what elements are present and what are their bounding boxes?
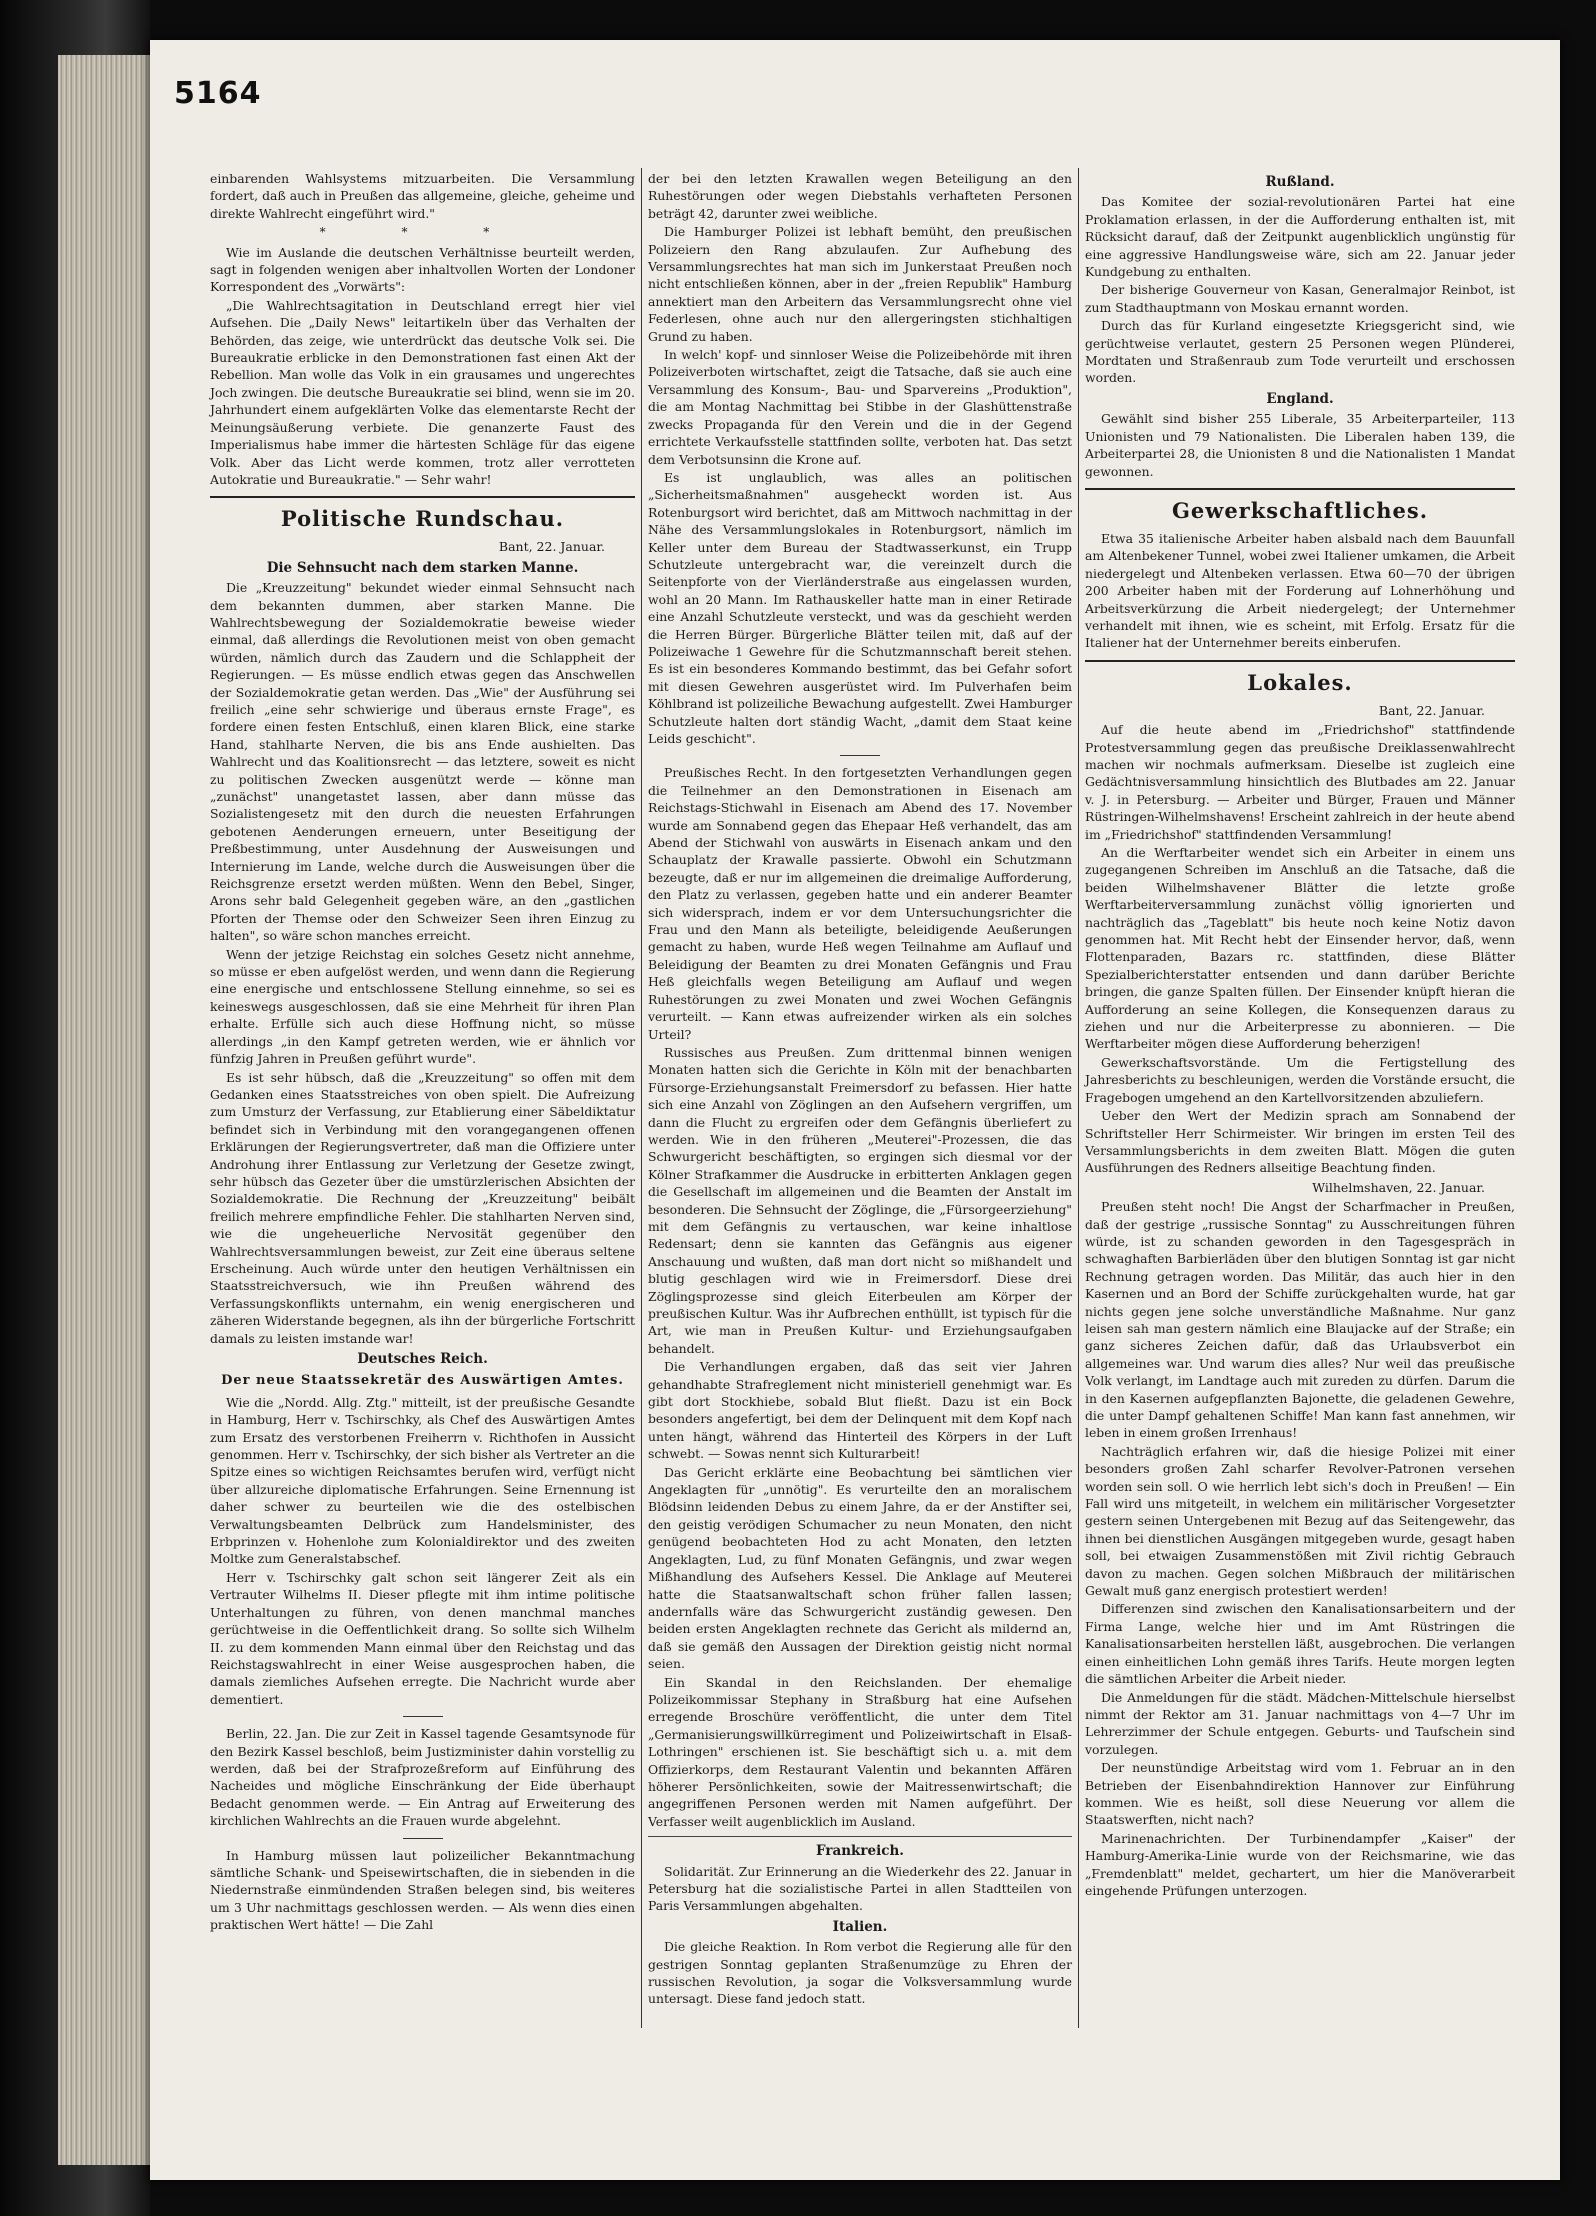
section-rule (1085, 660, 1515, 662)
article-title: Der neue Staatssekretär des Auswärtigen Amtes. (221, 1373, 624, 1389)
paragraph: der bei den letzten Krawallen wegen Beteiligung an den Ruhestörungen oder wegen Diebstahls verhafteten Personen beträgt 42, darunter zwei weibliche. (648, 171, 1072, 221)
paragraph: Preußen steht noch! Die Angst der Scharfmacher in Preußen, daß der gestrige „russische Sonntag" zu Ausschreitungen führen würde, ist zu schanden geworden in den Tagesgespräch in schwaghaften Barbierläden über den blutigen Sonntag ist gar nicht Rechnung getragen worden. Das Militär, das auch hier in den Kasernen und an Bord der Schiffe zurückgehalten wurde, hat gar nichts gegen jene solche unverständliche Maßnahme. Nur ganz leisen sah man gestern nämlich eine Blaujacke auf der Straße; ein ganz sicheres Zeichen dafür, daß das Urlaubsverbot ein allgemeines war. Und warum dies alles? Nur weil das preußische Volk verlangt, im Landtage auch mit zureden zu dürfen. Darum die in den Kasernen aufgepflanzten Bajonette, die geladenen Gewehre, die unter Dampf gehaltenen Schiffe! Man kann fast annehmen, wir leben in einem großen Irrenhaus! (1085, 1199, 1515, 1441)
separator (403, 1716, 443, 1717)
paragraph: Russisches aus Preußen. Zum drittenmal binnen wenigen Monaten hatten sich die Gerichte in Köln mit der benachbarten Fürsorge-Erziehungsanstalt Freimersdorf zu befassen. Hier hatte sich eine Anzahl von Zöglingen an den Aufsehern vergriffen, um dann die Flucht zu ergreifen oder dem Gefängnis überliefert zu werden. Wie in den früheren „Meuterei"-Prozessen, die das Schwurgericht beschäftigten, so ergingen sich diesmal vor der Kölner Strafkammer die Ausdrucke in erbitterten Anklagen gegen die Gesellschaft im allgemeinen und die Beamten der Anstalt im besonderen. Die Sehnsucht der Zöglinge, die „Fürsorgeerziehung" mit dem Gefängnis zu vertauschen, war keine inhaltlose Redensart; denn sie kannten das Gefängnis aus eigener Anschauung und wußten, daß man dort nicht so mißhandelt und blutig geschlagen wird wie in Freimersdorf. Diese drei Zöglingsprozesse sind gleich Eiterbeulen am Körper der preußischen Kultur. Was ihr Aufbrechen enthüllt, ist typisch für die Art, wie man in Preußen Kultur- und Erziehungsaufgaben behandelt. (648, 1044, 1072, 1356)
dateline: Wilhelmshaven, 22. Januar. (1312, 1179, 1485, 1195)
paragraph: Wie im Auslande die deutschen Verhältnisse beurteilt werden, sagt in folgenden wenigen aber inhaltvollen Worten der Londoner Korrespondent des „Vorwärts": (210, 244, 635, 295)
section-title: Gewerkschaftliches. (1171, 497, 1429, 523)
paragraph: Ueber den Wert der Medizin sprach am Sonnabend der Schriftsteller Herr Schirmeister. Wir bringen im ersten Teil des Versammlungsberichts in dem zweiten Blatt. Mögen die guten Ausführungen des Redners allseitige Beachtung finden. (1085, 1108, 1515, 1176)
paragraph: Solidarität. Zur Erinnerung an die Wiederkehr des 22. Januar in Petersburg hat die sozialistische Partei in allen Stadtteilen von Paris Versammlungen abgehalten. (648, 1863, 1072, 1914)
paragraph: In welch' kopf- und sinnloser Weise die Polizeibehörde mit ihren Polizeiverboten wirtschaftet, zeigt die Tatsache, daß sie auch eine Versammlung des Konsum-, Bau- und Sparvereins „Produktion", die am Montag Nachmittag bei Stibbe in der Glashüttenstraße zwecks Propaganda für den Verein und die in der Gegend errichtete Verkaufsstelle stattfinden sollte, verboten hat. Das setzt dem Verbotsunsinn die Krone auf. (648, 347, 1072, 467)
dateline: Bant, 22. Januar. (1378, 702, 1485, 718)
separator (840, 755, 880, 756)
dateline: Bant, 22. Januar. (498, 539, 605, 555)
paragraph: Die Verhandlungen ergaben, daß das seit vier Jahren gehandhabte Strafreglement nicht ministeriell genehmigt war. Es gibt dort Stockhiebe, sobald Blut fließt. Dazu ist ein Bock besonders angefertigt, bei dem der Delinquent mit dem Kopf nach unten hängt, während das Hinterteil des Körpers in der Luft schwebt. — Sowas nennt sich Kulturarbeit! (648, 1359, 1072, 1462)
paragraph: Das Komitee der sozial-revolutionären Partei hat eine Proklamation erlassen, in der die Aufforderung enthalten ist, mit Rücksicht darauf, daß der Zeitpunkt augenblicklich ungünstig für eine aggressive Handlungsweise wäre, sich am 22. Januar jeder Kundgebung zu enthalten. (1085, 194, 1515, 280)
article-title: Die Sehnsucht nach dem starken Manne. (266, 559, 579, 576)
column-divider (1078, 168, 1079, 2028)
paragraph: Gewählt sind bisher 255 Liberale, 35 Arbeiterparteiler, 113 Unionisten und 79 Nationalisten. Die Liberalen haben 139, die Arbeiterpartei 28, die Unionisten 8 und die Nationalisten 1 Mandat gewonnen. (1085, 411, 1515, 479)
page-number: 5164 (174, 76, 262, 111)
paragraph: Durch das für Kurland eingesetzte Kriegsgericht sind, wie gerüchtweise verlautet, gestern 25 Personen wegen Plünderei, Mordtaten und Straßenraub zum Tode verurteilt und erschossen worden. (1085, 318, 1515, 386)
paragraph: Die „Kreuzzeitung" bekundet wieder einmal Sehnsucht nach dem bekannten dummen, aber starken Manne. Die Wahlrechtsbewegung der Sozialdemokratie beweise wieder einmal, daß allerdings die Revolutionen meist von oben gemacht würden, nämlich durch das Zaudern und die Schlappheit der Regierungen. — Es müsse endlich etwas gegen das Anschwellen der Sozialdemokratie getan werden. Das „Wie" der Ausführung sei freilich „eine sehr schwierige und überaus ernste Frage", es fordere einen festen Entschluß, einen klaren Blick, eine starke Hand, stahlharte Nerven, die bis ans Ende aushielten. Das Wahlrecht und das Koalitionsrecht — das letztere, soweit es nicht zu politischen Zwecken ausgenützt werde — könne man „zunächst" unangetastet lassen, aber dann müsse das Sozialistengesetz mit den durch die neuesten Erfahrungen gebotenen Aenderungen erneuern, unter Beseitigung der Preßbestimmung, unter Ausdehnung der Ausweisungen und Internierung im Lande, welche durch die Ausweisungen über die Reichsgrenze ersetzt werden müßten. Wenn den Bebel, Singer, Arons sehr bald Gelegenheit gegeben wäre, an den „gastlichen Pforten der Themse oder den Schweizer Seen ihren Einzug zu halten", so wäre schon manches erreicht. (210, 580, 635, 944)
paragraph: An die Werftarbeiter wendet sich ein Arbeiter in einem uns zugegangenen Schreiben im Anschluß an die Tatsache, daß die beiden Wilhelmshavener Blätter die letzte große Werftarbeiterversammlung zunächst völlig ignorierten und nachträglich das „Tageblatt" bis heute noch keine Notiz davon genommen hat. Mit Recht hebt der Einsender hervor, daß, wenn Flottenparaden, Bazars rc. stattfinden, diese Blätter Spezialberichterstatter entsenden und dann darüber Berichte bringen, die ganze Spalten füllen. Der Einsender knüpft hieran die Aufforderung an seine Kollegen, die Konsequenzen daraus zu ziehen und nur die Arbeiterpresse zu abonnieren. — Die Werftarbeiter mögen diese Aufforderung beherzigen! (1085, 845, 1515, 1052)
section-title: Deutsches Reich. (357, 1351, 488, 1367)
column-3 (1085, 170, 1515, 1900)
paragraph: Die Anmeldungen für die städt. Mädchen-Mittelschule hierselbst nimmt der Rektor am 31. Januar nachmittags von 4—7 Uhr im Lehrerzimmer der Schule entgegen. Geburts- und Taufschein sind vorzulegen. (1085, 1689, 1515, 1757)
paragraph: Etwa 35 italienische Arbeiter haben alsbald nach dem Bauunfall am Altenbekener Tunnel, wobei zwei Italiener umkamen, die Arbeit niedergelegt und Altenbeken verlassen. Etwa 60—70 der übrigen 200 Arbeiter haben mit der Forderung auf Lohnerhöhung und Arbeitsverkürzung die Arbeit niedergelegt; der Unternehmer verhandelt mit ihnen, wie es scheint, mit Erfolg. Ersatz für die Italiener hat der Unternehmer bereits einberufen. (1085, 530, 1515, 651)
paragraph: Die gleiche Reaktion. In Rom verbot die Regierung alle für den gestrigen Sonntag geplanten Straßenumzüge zu Ehren der russischen Revolution, ja sogar die Volksversammlung wurde untersagt. Diese fand jedoch statt. (648, 1939, 1072, 2007)
newspaper-page (150, 40, 1560, 2180)
paragraph: Auf die heute abend im „Friedrichshof" stattfindende Protestversammlung gegen das preußische Dreiklassenwahlrecht machen wir nochmals aufmerksam. Dieselbe ist zugleich eine Gedächtnisversammlung hinsichtlich des Blutbades am 22. Januar v. J. in Petersburg. — Arbeiter und Bürger, Frauen und Männer Rüstringen-Wilhelmshavens! Erscheint zahlreich in der heute abend im „Friedrichshof" stattfindenden Versammlung! (1085, 722, 1515, 842)
paragraph: Der bisherige Gouverneur von Kasan, Generalmajor Reinbot, ist zum Stadthauptmann von Moskau ernannt worden. (1085, 282, 1515, 315)
section-title: Frankreich. (816, 1843, 904, 1860)
section-rule (210, 496, 635, 498)
section-title: England. (1266, 390, 1334, 407)
section-rule (1085, 488, 1515, 490)
paragraph: Es ist sehr hübsch, daß die „Kreuzzeitung" so offen mit dem Gedanken eines Staatsstreiches von oben spielt. Die Aufreizung zum Umsturz der Verfassung, zur Etablierung einer Säbeldiktatur befindet sich in Verbindung mit den vorangegangenen offenen Erklärungen der Regierungsvertreter, daß man die Offiziere unter Androhung ihrer Entlassung zur Verletzung der Gesetze zwingt, sehr hübsch das Gezeter über die umstürzlerischen Absichten der Sozialdemokratie. Die Rechnung der „Kreuzzeitung" beibält freilich mehrere empfindliche Fehler. Die stahlharten Nerven sind, wie die ungeheuerliche Nervosität gegenüber den Wahlrechtsversammlungen beweist, zur Zeit eine überaus seltene Erscheinung. Auch würde unter den heutigen Verhältnissen ein Staatsstreichversuch, wie ihn Preußen während des Verfassungskonflikts unternahm, ein wenig energischeren und zäheren Widerstande begegnen, als ihn der bürgerliche Fortschritt damals zu leisten imstande war! (210, 1069, 635, 1346)
paragraph: Das Gericht erklärte eine Beobachtung bei sämtlichen vier Angeklagten für „unnötig". Es verurteilte den an moralischem Blödsinn leidenden Debus zu einem Jahre, da er der Anstifter sei, den geistig verödigen Schumacher zu neun Monaten, den nicht genügend beobachteten Hod zu acht Monaten, den letzten Angeklagten, Lud, zu fünf Monaten Gefängnis, und zwar wegen Mißhandlung des Aufsehers Kessel. Die Anklage auf Meuterei hatte die Staatsanwaltschaft schon früher fallen lassen; andernfalls wäre das Schwurgericht zuständig gewesen. Den beiden ersten Angeklagten rechnete das Gericht als mildernd an, daß sie gemäß den Aussagen der Direktion geistig nicht normal seien. (648, 1464, 1072, 1672)
paragraph: In Hamburg müssen laut polizeilicher Bekanntmachung sämtliche Schank- und Speisewirtschaften, die in siebenden in die Niedernstraße einmündenden Straßen belegen sind, bis weiteres um 3 Uhr nachmittags geschlossen werden. — Als wenn dies einen praktischen Wert hätte! — Die Zahl (210, 1847, 635, 1933)
paragraph: einbarenden Wahlsystems mitzuarbeiten. Die Versammlung fordert, daß auch in Preußen das allgemeine, gleiche, geheime und direkte Wahlrecht eingeführt wird." (210, 171, 635, 221)
column-1 (210, 170, 635, 1935)
column-2 (648, 170, 1072, 2009)
paragraph: Berlin, 22. Jan. Die zur Zeit in Kassel tagende Gesamtsynode für den Bezirk Kassel beschloß, beim Justizminister dahin vorstellig zu werden, daß bei der Strafprozeßreform auf Einführung des Nacheides und mögliche Einschränkung der Eide überhaupt Bedacht genommen werde. — Ein Antrag auf Erweiterung des kirchlichen Wahlrechts an die Frauen wurde abgelehnt. (210, 1726, 635, 1829)
section-title: Lokales. (1247, 669, 1353, 695)
paragraph: Wenn der jetzige Reichstag ein solches Gesetz nicht annehme, so müsse er eben aufgelöst werden, und wenn dann die Regierung eine energische und entschlossene Stellung einnehme, so sei es keineswegs ausgeschlossen, daß sie eine Mehrheit für ihren Plan erhalte. Erfülle sich auch diese Hoffnung nicht, so müsse allerdings „in den Kampf getreten werden, wie er ähnlich vor fünfzig Jahren in Preußen geführt wurde". (210, 946, 635, 1067)
section-title: Politische Rundschau. (280, 506, 565, 532)
separator-stars: * * * (319, 225, 526, 240)
paragraph: Gewerkschaftsvorstände. Um die Fertigstellung des Jahresberichts zu beschleunigen, werden die Vorstände ersucht, die Fragebogen umgehend an den Kartellvorsitzenden abzuliefern. (1085, 1054, 1515, 1105)
paragraph: Marinenachrichten. Der Turbinendampfer „Kaiser" der Hamburg-Amerika-Linie wurde von der Reichsmarine, wie das „Fremdenblatt" meldet, gechartert, um hier die Manöverarbeit eingehende Prüfungen unterzogen. (1085, 1830, 1515, 1898)
section-rule (648, 1836, 1072, 1837)
paragraph: Es ist unglaublich, was alles an politischen „Sicherheitsmaßnahmen" ausgeheckt worden ist. Aus Rotenburgsort wird berichtet, daß am Mittwoch nachmittag in der Nähe des Versammlungslokales in Rotenburgsort, nämlich im Keller unter dem Bureau der Stadtwasserkunst, ein Trupp Schutzleute untergebracht war, die vereinzelt durch die Seitenpforte von der Vierländerstraße aus eingelassen wurden, wohl an 20 Mann. Im Rathauskeller hatte man in einer Retirade eine Anzahl Schutzleute versteckt, und was da geschieht werden die Herren Bürger. Bürgerliche Blätter teilen mit, daß auf der Polizeiwache 1 Gewehre für die Schutzmannschaft bereit stehen. Es ist ein besonderes Kommando bestimmt, das bei Gefahr sofort mit diesen Gewehren ausgerüstet wird. Im Pulverhafen beim Köhlbrand ist polizeiliche Bewachung aufgestellt. Zwei Hamburger Schutzleute halten dort ständig Wacht, „damit dem Staat keine Leids geschicht". (648, 469, 1072, 746)
paragraph: Nachträglich erfahren wir, daß die hiesige Polizei mit einer besonders großen Zahl scharfer Revolver-Patronen versehen worden sein soll. O wie herrlich lebt sich's doch in Preußen! — Ein Fall wird uns mitgeteilt, in welchem ein militärischer Vorgesetzter gestern seinen Untergebenen mit Bezug auf das Seitengewehr, das ihnen bei dienstlichen Ausgängen mitgegeben wurde, gesagt haben soll, bei etwaigen Zusammenstößen mit Zivil richtig Gebrauch davon zu machen. Gegen solchen Mißbrauch der militärischen Gewalt muß ganz energisch protestiert werden! (1085, 1443, 1515, 1599)
paragraph: Herr v. Tschirschky galt schon seit längerer Zeit als ein Vertrauter Wilhelms II. Dieser pflegte mit ihm intime politische Unterhaltungen zu führen, von denen manchmal manches gerüchtweise in die Oeffentlichkeit drang. So sollte sich Wilhelm II. zu dem kommenden Mann einmal über den Reichstag und das Reichstagswahlrecht in einer Weise ausgesprochen haben, die damals ziemliches Aufsehen erregte. Die Nachricht wurde aber dementiert. (210, 1569, 635, 1707)
paragraph: „Die Wahlrechtsagitation in Deutschland erregt hier viel Aufsehen. Die „Daily News" leitartikeln über das Verhalten der Behörden, das zeige, wie unterdrückt das deutsche Volk sei. Die Bureaukratie erblicke in den Demonstrationen fast einen Akt der Rebellion. Man wolle das Volk in ein grausames und ungerechtes Joch zwingen. Die deutsche Bureaukratie sei blind, wenn sie im 20. Jahrhundert einem aufgeklärten Volke das elementarste Recht der Meinungsäußerung verbiete. Die genanzerte Faust des Imperialismus habe immer die härtesten Schläge für das eigene Volk. Aber das Licht werde kommen, trotz aller verrotteten Autokratie und Bureaukratie." — Sehr wahr! (210, 297, 635, 487)
paragraph: Preußisches Recht. In den fortgesetzten Verhandlungen gegen die Teilnehmer an den Demonstrationen in Eisenach am Reichstags-Stichwahl in Eisenach am Abend des 17. November wurde am Sonnabend gegen das Ehepaar Heß verhandelt, das am Abend der Stichwahl von auswärts in Eisenach ankam und den Schauplatz der Krawalle passierte. Obwohl ein Schutzmann bezeugte, daß er nur im allgemeinen die dreimalige Aufforderung, den Platz zu verlassen, gegeben hatte und ein anderer Beamter sich widersprach, indem er vor dem Untersuchungsrichter die Frau und den Mann als beteiligte, beleidigende Aeußerungen gemacht zu haben, wurde Heß wegen Teilnahme am Auflauf und Beleidigung der Beamten zu drei Monaten Gefängnis und Frau Heß gleichfalls wegen Beteiligung am Auflauf und wegen Ruhestörungen zu zwei Monaten und zwei Wochen Gefängnis verurteilt. — Kann etwas aufreizender wirken als ein solches Urteil? (648, 765, 1072, 1042)
paragraph: Differenzen sind zwischen den Kanalisationsarbeitern und der Firma Lange, welche hier und im Amt Rüstringen die Kanalisationsarbeiten herstellen läßt, ausgebrochen. Die verlangen einen einheitlichen Lohn gemäß ihres Tarifs. Heute morgen legten die sämtlichen Arbeiter die Arbeit nieder. (1085, 1601, 1515, 1687)
separator (403, 1838, 443, 1839)
column-divider (641, 168, 642, 2028)
section-title: Rußland. (1265, 174, 1335, 190)
paragraph: Die Hamburger Polizei ist lebhaft bemüht, den preußischen Polizeiern den Rang abzulaufen. Zur Aufhebung des Versammlungsrechtes hat man sich im Junkerstaat Preußen noch nicht entschließen können, aber in der „freien Republik" Hamburg annektiert man den Arbeitern das Versammlungsrecht ohne viel Federlesen, ohne auch nur den allergeringsten stichhaltigen Grund zu haben. (648, 224, 1072, 344)
paragraph: Ein Skandal in den Reichslanden. Der ehemalige Polizeikommissar Stephany in Straßburg hat eine Aufsehen erregende Broschüre veröffentlicht, die unter dem Titel „Germanisierungswillkürregiment und Polizeiwirtschaft in Elsaß-Lothringen" erschienen ist. Sie beschäftigt sich u. a. mit dem Offizierkorps, dem Restaurant Valentin und bekannten Affären höherer Persönlichkeiten, sowie der Maitressenwirtschaft; die angegriffenen Personen werden mit Namen aufgeführt. Der Verfasser weilt augenblicklich im Ausland. (648, 1674, 1072, 1829)
paragraph: Der neunstündige Arbeitstag wird vom 1. Februar an in den Betrieben der Eisenbahndirektion Hannover zur Einführung kommen. Wie es heißt, soll diese Neuerung vor allem die Staatswerften, nicht nach? (1085, 1760, 1515, 1828)
section-title: Italien. (832, 1918, 888, 1935)
paragraph: Wie die „Nordd. Allg. Ztg." mitteilt, ist der preußische Gesandte in Hamburg, Herr v. Tschirschky, als Chef des Auswärtigen Amtes zum Ersatz des verstorbenen Freiherrn v. Richthofen in Aussicht genommen. Herr v. Tschirschky, der sich bisher als Vertreter an die Spitze eines so wichtigen Reichsamtes berufen wird, verfügt nicht über allzureiche diplomatische Erfahrungen. Seine Ernennung ist daher schwer zu beurteilen wie die des ostelbischen Verwaltungsbeamten Delbrück zum Handelsminister, des Erbprinzen v. Hohenlohe zum Kolonialdirektor und des zweiten Moltke zum Generalstabschef. (210, 1394, 635, 1567)
